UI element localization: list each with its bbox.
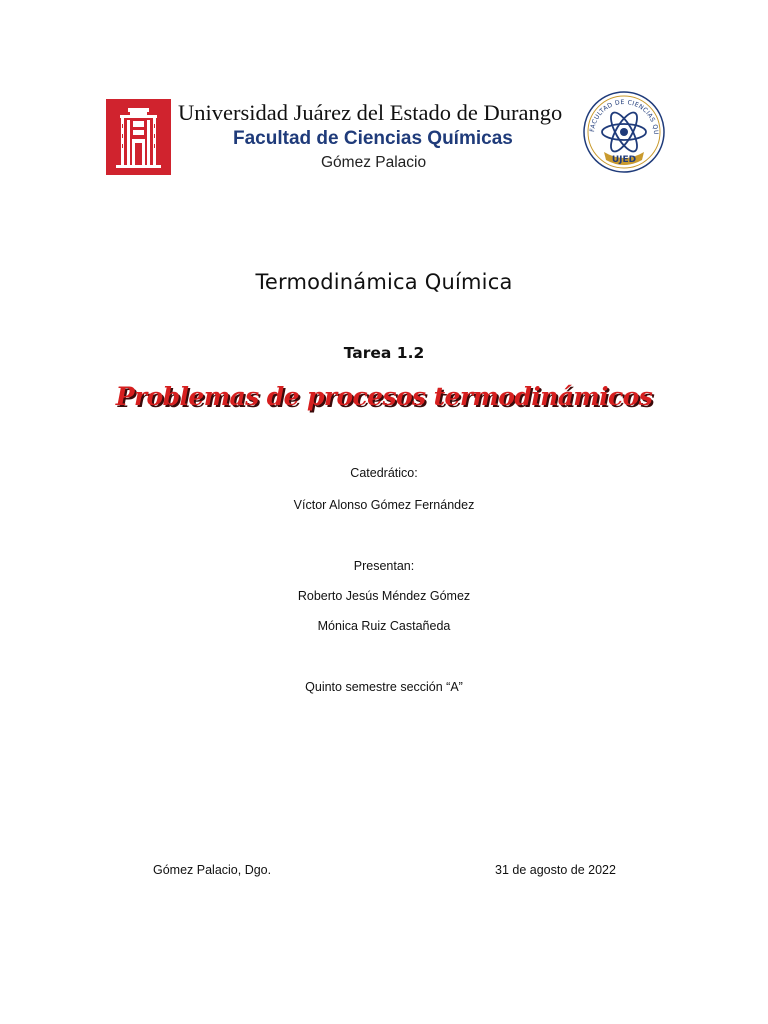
presenter-name: Mónica Ruiz Castañeda bbox=[317, 619, 451, 633]
professor-label: Catedrático: bbox=[350, 466, 418, 480]
semester-section: Quinto semestre sección “A” bbox=[305, 680, 463, 694]
task-label: Tarea 1.2 bbox=[343, 344, 425, 362]
place: Gómez Palacio, Dgo. bbox=[153, 863, 272, 877]
professor-name: Víctor Alonso Gómez Fernández bbox=[293, 498, 475, 512]
campus-name: Gómez Palacio bbox=[321, 154, 427, 171]
university-name: Universidad Juárez del Estado de Durango bbox=[178, 100, 563, 125]
svg-text:FACULTAD DE CIENCIAS QUÍMICAS: FACULTAD DE CIENCIAS QU bbox=[589, 98, 660, 136]
date: 31 de agosto de 2022 bbox=[495, 863, 616, 877]
presenters-label: Presentan: bbox=[353, 559, 415, 573]
course-name: Termodinámica Química bbox=[255, 270, 513, 294]
university-logo bbox=[106, 99, 171, 175]
presenter-name: Roberto Jesús Méndez Gómez bbox=[297, 589, 471, 603]
faculty-name: Facultad de Ciencias Químicas bbox=[233, 128, 513, 149]
faculty-seal-logo bbox=[582, 90, 666, 174]
document-title: Problemas de procesos termodinámicos bbox=[115, 382, 653, 411]
svg-text:UJED: UJED bbox=[611, 155, 637, 165]
